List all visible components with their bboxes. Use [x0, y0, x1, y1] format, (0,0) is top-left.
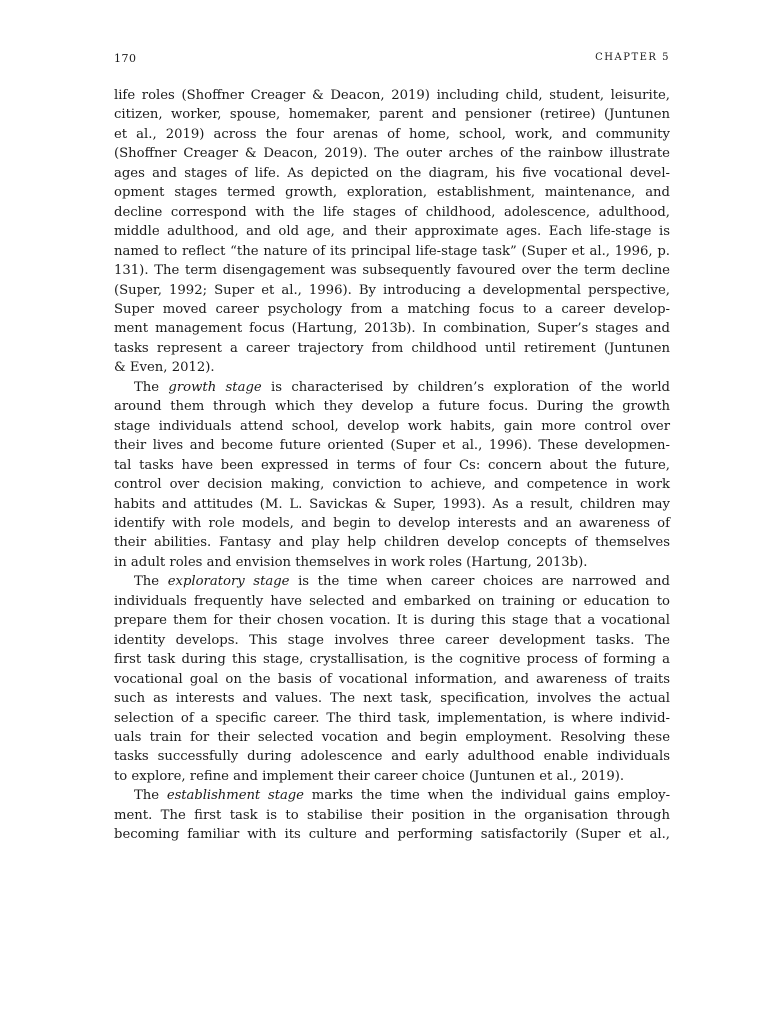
- text-fragment: is characterised by children’s exploration of the world: [261, 379, 670, 395]
- text-line: selection of a specific career. The third task, implementation, is where individ-: [114, 710, 670, 726]
- term-growth-stage: growth stage: [168, 379, 262, 395]
- running-head: [114, 52, 670, 68]
- page-number: 170: [114, 52, 137, 65]
- text-line: identify with role models, and begin to develop interests and an awareness of: [114, 515, 670, 531]
- text-line: tasks successfully during adolescence and early adulthood enable individuals: [114, 749, 670, 765]
- text-line: first task during this stage, crystallisation, is the cognitive process of forming a: [114, 652, 670, 668]
- text-line: identity develops. This stage involves three career development tasks. The: [114, 632, 670, 648]
- paragraph-growth-stage: [114, 378, 670, 573]
- text-line: citizen, worker, spouse, homemaker, parent and pensioner (retiree) (Juntunen: [114, 107, 670, 123]
- text-line: such as interests and values. The next task, specification, involves the actual: [114, 691, 670, 707]
- text-line: their abilities. Fantasy and play help children develop concepts of themselves: [114, 535, 670, 551]
- text-line: tal tasks have been expressed in terms of four Cs: concern about the future,: [114, 457, 670, 473]
- text-line: individuals frequently have selected and embarked on training or education to: [114, 593, 670, 609]
- paragraph-establishment-stage: [114, 786, 670, 844]
- text-line: Super moved career psychology from a matching focus to a career develop-: [114, 301, 670, 317]
- text-line: tasks represent a career trajectory from childhood until retirement (Juntunen: [114, 340, 670, 356]
- text-line: becoming familiar with its culture and performing satisfactorily (Super et al.,: [114, 827, 670, 843]
- paragraph-life-roles: [114, 86, 670, 378]
- text-line: [114, 378, 670, 397]
- text-line: uals train for their selected vocation and begin employment. Resolving these: [114, 729, 670, 745]
- text-line: ages and stages of life. As depicted on the diagram, his five vocational devel-: [114, 165, 670, 181]
- text-line: habits and attitudes (M. L. Savickas & Super, 1993). As a result, children may: [114, 496, 670, 512]
- text-line: control over decision making, conviction to achieve, and competence in work: [114, 477, 670, 493]
- lead-text: The: [134, 574, 168, 590]
- text-line: ment. The first task is to stabilise their position in the organisation through: [114, 807, 670, 823]
- text-line: in adult roles and envision themselves in work roles (Hartung, 2013b).: [114, 554, 588, 570]
- text-line: vocational goal on the basis of vocational information, and awareness of traits: [114, 671, 670, 687]
- text-line: & Even, 2012).: [114, 360, 215, 376]
- paragraph-exploratory-stage: [114, 572, 670, 786]
- text-line: (Super, 1992; Super et al., 1996). By introducing a developmental perspective,: [114, 282, 670, 298]
- text-line: middle adulthood, and old age, and their approximate ages. Each life-stage is: [114, 224, 670, 240]
- text-line: prepare them for their chosen vocation. It is during this stage that a vocational: [114, 613, 670, 629]
- text-line: 131). The term disengagement was subsequently favoured over the term decline: [114, 263, 670, 279]
- text-line: [114, 572, 670, 591]
- text-line: [114, 786, 670, 805]
- text-line: opment stages termed growth, exploration, establishment, maintenance, and: [114, 185, 670, 201]
- text-line: life roles (Shoffner Creager & Deacon, 2019) including child, student, leisurite,: [114, 88, 670, 103]
- lead-text: The: [134, 788, 167, 804]
- text-line: stage individuals attend school, develop work habits, gain more control over: [114, 418, 670, 434]
- text-line: decline correspond with the life stages of childhood, adolescence, adulthood,: [114, 204, 670, 220]
- text-fragment: is the time when career choices are narrowed and: [289, 574, 670, 590]
- term-establishment-stage: establishment stage: [166, 788, 304, 804]
- text-line: around them through which they develop a future focus. During the growth: [114, 399, 670, 415]
- text-line: (Shoffner Creager & Deacon, 2019). The outer arches of the rainbow illustrate: [114, 146, 670, 162]
- text-line: their lives and become future oriented (Super et al., 1996). These developmen-: [114, 438, 670, 454]
- body-text: [114, 86, 670, 845]
- text-line: to explore, refine and implement their career choice (Juntunen et al., 2019).: [114, 768, 625, 784]
- chapter-label: CHAPTER 5: [595, 52, 670, 63]
- text-fragment: marks the time when the individual gains employ-: [303, 788, 670, 804]
- lead-text: The: [134, 379, 169, 395]
- text-line: ment management focus (Hartung, 2013b). In combination, Super’s stages and: [114, 321, 670, 337]
- term-exploratory-stage: exploratory stage: [167, 574, 290, 590]
- text-line: named to reflect “the nature of its principal life-stage task” (Super et al., 1996, p.: [114, 243, 670, 259]
- text-line: et al., 2019) across the four arenas of home, school, work, and community: [114, 126, 670, 142]
